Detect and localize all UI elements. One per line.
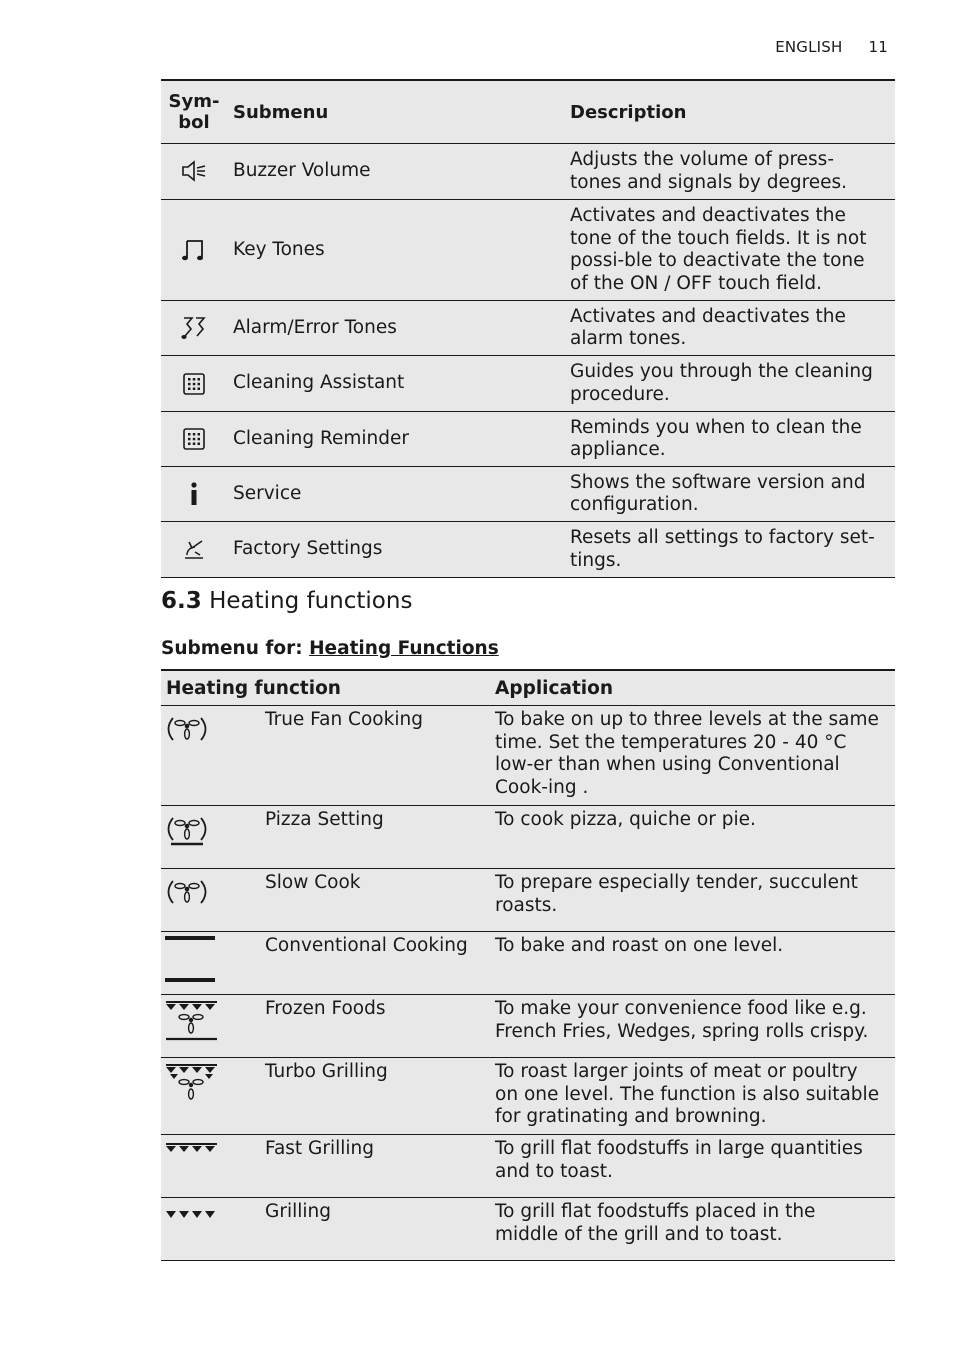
heating-function-name: Conventional Cooking [265, 932, 489, 995]
heating-function-application: To grill flat foodstuffs in large quantities and to toast. [489, 1135, 895, 1198]
col-symbol-header: Sym- bol [168, 91, 220, 133]
table-row [161, 932, 895, 995]
slow-cook-fan-icon [165, 875, 209, 909]
heating-function-name: Turbo Grilling [265, 1058, 489, 1135]
col-submenu-header: Submenu [233, 101, 329, 123]
true-fan-icon [165, 712, 209, 746]
section-title-text: Heating functions [209, 588, 413, 614]
heating-function-application: To grill flat foodstuffs placed in the middle of the grill and to toast. [489, 1198, 895, 1261]
table-row [161, 1198, 895, 1261]
description-text: Adjusts the volume of press-tones and signals by degrees. [562, 144, 895, 200]
table-row [161, 144, 895, 200]
table-row [161, 301, 895, 356]
settings-table-header [161, 80, 895, 144]
description-text: Reminds you when to clean the appliance. [562, 412, 895, 467]
submenu-label: Service [227, 467, 562, 522]
heating-function-name: Slow Cook [265, 869, 489, 932]
heating-functions-link[interactable]: Heating Functions [309, 638, 499, 659]
header-language: ENGLISH [775, 38, 843, 56]
heating-function-name: Frozen Foods [265, 995, 489, 1058]
table-row [161, 1135, 895, 1198]
table-row [161, 869, 895, 932]
heating-function-name: Fast Grilling [265, 1135, 489, 1198]
section-title [161, 588, 412, 614]
heating-function-name: True Fan Cooking [265, 706, 489, 806]
grill-icon [165, 1210, 221, 1222]
section-number: 6.3 [161, 588, 202, 614]
music-note-icon [181, 237, 207, 263]
speaker-volume-icon [181, 160, 207, 182]
turbo-grill-icon [165, 1064, 221, 1106]
table-row [161, 706, 895, 806]
table-row [161, 467, 895, 522]
fast-grill-icon [165, 1143, 221, 1157]
alarm-tone-icon [180, 315, 208, 341]
description-text: Resets all settings to factory set-tings. [562, 522, 895, 578]
table-row [161, 1058, 895, 1135]
description-text: Activates and deactivates the tone of the touch fields. It is not possi-ble to deactivate the tone of the ON / OFF touch field. [562, 200, 895, 301]
heating-function-application: To bake on up to three levels at the same time. Set the temperatures 20 - 40 °C low-er than when using Conventional Cook-ing . [489, 706, 895, 806]
col-description-header: Description [570, 101, 687, 123]
description-text: Shows the software version and configuration. [562, 467, 895, 522]
heating-function-name: Grilling [265, 1198, 489, 1261]
top-bottom-heat-icon [165, 936, 215, 986]
page-header [775, 38, 888, 56]
table-row [161, 412, 895, 467]
description-text: Guides you through the cleaning procedure. [562, 356, 895, 412]
heating-table [161, 669, 895, 1261]
cleaning-grid-icon [182, 372, 206, 396]
heating-function-application: To bake and roast on one level. [489, 932, 895, 995]
table-row [161, 995, 895, 1058]
description-text: Activates and deactivates the alarm tones. [562, 301, 895, 356]
heating-function-application: To roast larger joints of meat or poultry on one level. The function is also suitable for gratinating and browning. [489, 1058, 895, 1135]
factory-reset-icon [182, 538, 206, 562]
submenu-label: Cleaning Reminder [227, 412, 562, 467]
table-row [161, 356, 895, 412]
col-application-header: Application [489, 670, 895, 706]
heating-table-header [161, 670, 895, 706]
table-row [161, 200, 895, 301]
col-function-header: Heating function [161, 670, 489, 706]
submenu-line [161, 638, 499, 659]
pizza-fan-icon [165, 812, 209, 848]
submenu-for-label: Submenu for: [161, 638, 303, 659]
cleaning-grid-icon [182, 427, 206, 451]
frozen-foods-icon [165, 1001, 221, 1041]
info-icon [188, 481, 200, 507]
table-row [161, 806, 895, 869]
heating-function-application: To make your convenience food like e.g. French Fries, Wedges, spring rolls crispy. [489, 995, 895, 1058]
table-row [161, 522, 895, 578]
submenu-label: Alarm/Error Tones [227, 301, 562, 356]
submenu-label: Cleaning Assistant [227, 356, 562, 412]
page-number: 11 [868, 38, 888, 56]
submenu-label: Buzzer Volume [227, 144, 562, 200]
settings-table [161, 79, 895, 578]
heating-function-application: To prepare especially tender, succulent roasts. [489, 869, 895, 932]
submenu-label: Key Tones [227, 200, 562, 301]
heating-function-application: To cook pizza, quiche or pie. [489, 806, 895, 869]
submenu-label: Factory Settings [227, 522, 562, 578]
heating-function-name: Pizza Setting [265, 806, 489, 869]
